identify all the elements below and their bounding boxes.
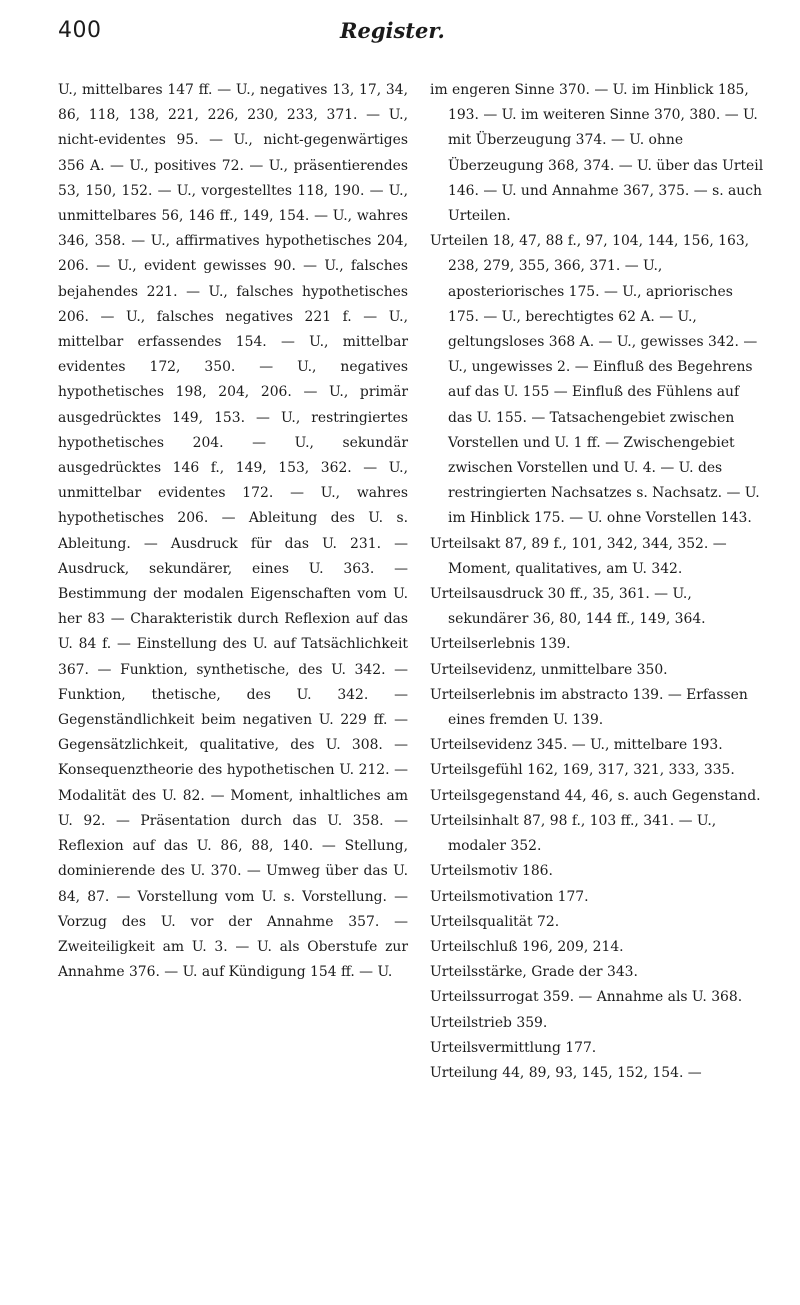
- index-entry-urteilung: Urteilung 44, 89, 93, 145, 152, 154. —: [430, 1064, 702, 1081]
- index-entry-urteilsstaerke: Urteilsstärke, Grade der 343.: [430, 964, 638, 981]
- index-entry-urteilserlebnis-abstracto: Urteilserlebnis im abstracto 139. — Erfassen eines fremden U. 139.: [430, 686, 748, 729]
- index-entry-urteilsausdruck: Urteilsausdruck 30 ff., 35, 361. — U., sekundärer 36, 80, 144 ff., 149, 364.: [430, 586, 706, 628]
- index-entry-urteilssurrogat: Urteilssurrogat 359. — Annahme als U. 368.: [430, 989, 743, 1006]
- index-entry-urteilsinhalt: Urteilsinhalt 87, 98 f., 103 ff., 341. — U., modaler 352.: [430, 812, 717, 855]
- right-column: [430, 78, 766, 1086]
- running-title: Register.: [340, 18, 445, 43]
- index-entry-urteilen: Urteilen 18, 47, 88 f., 97, 104, 144, 156, 163, 238, 279, 355, 366, 371. — U., aposteriorisches 175. — U., apriorisches 175. — U., berechtigtes 62 A. — U., geltungsloses 368 A. — U., gewisses 342. — U., ungewisses 2. — Einfluß des Begehrens auf das U. 155 — Einfluß des Fühlens auf das U. 155. — Tatsachengebiet zwischen Vorstellen und U. 1 ff. — Zwischengebiet zwischen Vorstellen und U. 4. — U. des restringierten Nachsatzes s. Nachsatz. — U. im Hinblick 175. — U. ohne Vorstellen 143.: [430, 233, 760, 527]
- index-columns: [58, 78, 764, 1288]
- index-entry-urteilsmotivation: Urteilsmotivation 177.: [430, 888, 589, 905]
- index-entry-urteilsvermittlung: Urteilsvermittlung 177.: [430, 1039, 597, 1056]
- index-entry-urteilserlebnis: Urteilserlebnis 139.: [430, 636, 571, 653]
- index-entry-urteilsgegenstand: Urteilsgegenstand 44, 46, s. auch Gegenstand.: [430, 787, 761, 804]
- index-entry-urteilsmotiv: Urteilsmotiv 186.: [430, 863, 553, 880]
- page-number: 400: [58, 18, 102, 43]
- index-entry-urteilschluss: Urteilschluß 196, 209, 214.: [430, 938, 624, 955]
- index-entry-continuation: im engeren Sinne 370. — U. im Hinblick 185, 193. — U. im weiteren Sinne 370, 380. — U. mit Überzeugung 374. — U. ohne Überzeugung 368, 374. — U. über das Urteil 146. — U. und Annahme 367, 375. — s. auch Urteilen.: [430, 82, 764, 225]
- index-entry-urteilsevidenz-unmittelbare: Urteilsevidenz, unmittelbare 350.: [430, 661, 668, 678]
- index-entry-urteilsakt: Urteilsakt 87, 89 f., 101, 342, 344, 352. — Moment, qualitatives, am U. 342.: [430, 535, 727, 577]
- left-column: [58, 78, 408, 985]
- page-header: [58, 14, 760, 60]
- left-column-text: U., mittelbares 147 ff. — U., negatives 13, 17, 34, 86, 118, 138, 221, 226, 230, 233, 371. — U., nicht-evidentes 95. — U., nicht-gegenwärtiges 356 A. — U., positives 72. — U., präsentierendes 53, 150, 152. — U., vorgestelltes 118, 190. — U., unmittelbares 56, 146 ff., 149, 154. — U., wahres 346, 358. — U., affirmatives hypothetisches 204, 206. — U., evident gewisses 90. — U., falsches bejahendes 221. — U., falsches hypothetisches 206. — U., falsches negatives 221 f. — U., mittelbar erfassendes 154. — U., mittelbar evidentes 172, 350. — U., negatives hypothetisches 198, 204, 206. — U., primär ausgedrücktes 149, 153. — U., restringiertes hypothetisches 204. — U., sekundär ausgedrücktes 146 f., 149, 153, 362. — U., unmittelbar evidentes 172. — U., wahres hypothetisches 206. — Ableitung des U. s. Ableitung. — Ausdruck für das U. 231. — Ausdruck, sekundärer, eines U. 363. — Bestimmung der modalen Eigenschaften vom U. her 83 — Charakteristik durch Reflexion auf das U. 84 f. — Einstellung des U. auf Tatsächlichkeit 367. — Funktion, synthetische, des U. 342. — Funktion, thetische, des U. 342. — Gegenständlichkeit beim negativen U. 229 ff. — Gegensätzlichkeit, qualitative, des U. 308. — Konsequenztheorie des hypothetischen U. 212. — Modalität des U. 82. — Moment, inhaltliches am U. 92. — Präsentation durch das U. 358. — Reflexion auf das U. 86, 88, 140. — Stellung, dominierende des U. 370. — Umweg über das U. 84, 87. — Vorstellung vom U. s. Vorstellung. — Vorzug des U. vor der Annahme 357. — Zweiteiligkeit am U. 3. — U. als Oberstufe zur Annahme 376. — U. auf Kündigung 154 ff. — U.: [58, 82, 408, 981]
- index-entry-urteilstrieb: Urteilstrieb 359.: [430, 1014, 548, 1031]
- index-entry-urteilsqualitaet: Urteilsqualität 72.: [430, 913, 560, 930]
- index-entry-urteilsevidenz: Urteilsevidenz 345. — U., mittelbare 193.: [430, 737, 723, 754]
- index-entry-urteilsgefuehl: Urteilsgefühl 162, 169, 317, 321, 333, 335.: [430, 762, 735, 779]
